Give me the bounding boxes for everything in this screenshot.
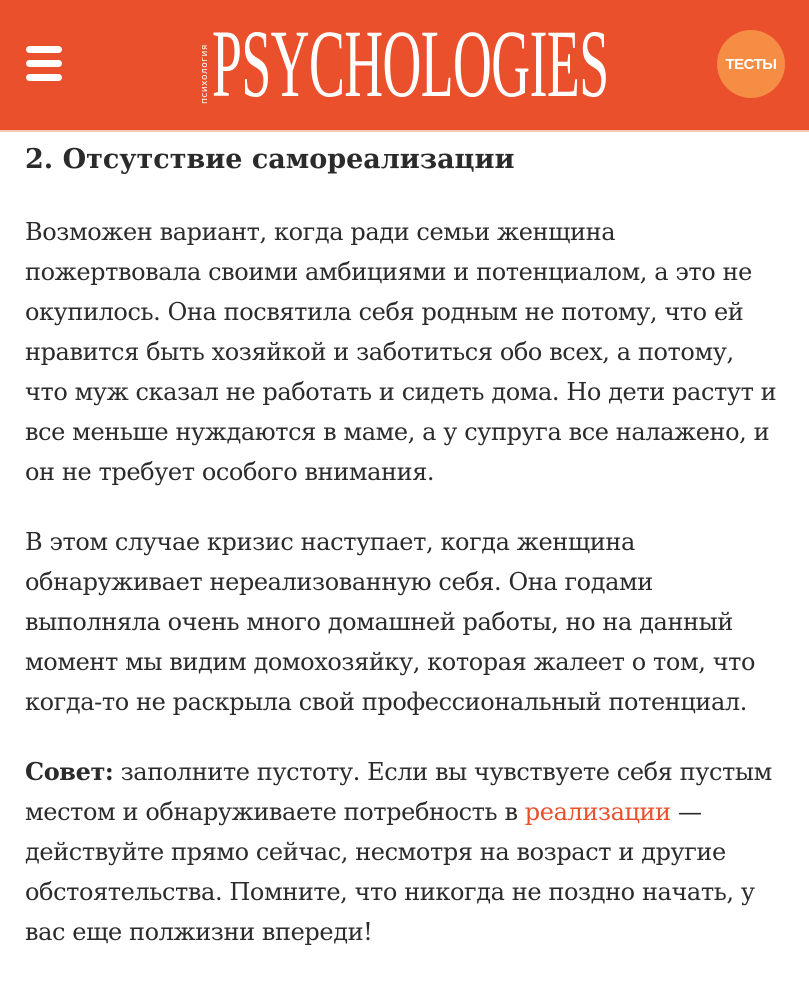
text-line: окупилось. Она посвятила себя родным не потому, что ей <box>25 298 744 326</box>
article-body <box>25 212 795 982</box>
paragraph-advice <box>25 752 795 952</box>
text-line: что муж сказал не работать и сидеть дома. Но дети растут и <box>25 378 777 406</box>
text-line: пожертвовала своими амбициями и потенциалом, а это не <box>25 258 752 286</box>
text-line: действуйте прямо сейчас, несмотря на возраст и другие <box>25 838 726 866</box>
logo-subtitle: психология <box>200 44 210 104</box>
text-line: все меньше нуждаются в маме, а у супруга все налажено, и <box>25 418 770 446</box>
text-line: В этом случае кризис наступает, когда женщина <box>25 528 635 556</box>
text-line: обстоятельства. Помните, что никогда не поздно начать, у <box>25 878 755 906</box>
text-line: обнаруживает нереализованную себя. Она годами <box>25 568 653 596</box>
text-line: нравится быть хозяйкой и заботиться обо всех, а потому, <box>25 338 734 366</box>
text-line: момент мы видим домохозяйку, которая жалеет о том, что <box>25 648 756 676</box>
advice-label: Совет: <box>25 757 114 786</box>
text-line: вас еще полжизни впереди! <box>25 918 373 946</box>
realization-link[interactable]: реализации <box>524 798 671 826</box>
paragraph-1 <box>25 212 795 492</box>
text-line: когда-то не раскрыла свой профессиональный потенциал. <box>25 688 747 716</box>
text-line: выполняла очень много домашней работы, но на данный <box>25 608 733 636</box>
text-line: он не требует особого внимания. <box>25 458 435 486</box>
text-fragment: заполните пустоту. Если вы чувствуете себя пустым <box>113 758 772 786</box>
text-fragment: местом и обнаруживаете потребность в <box>25 798 525 826</box>
paragraph-2 <box>25 522 795 722</box>
text-line <box>25 752 795 792</box>
section-heading: 2. Отсутствие самореализации <box>25 144 515 175</box>
text-line: Возможен вариант, когда ради семьи женщина <box>25 218 616 246</box>
text-line <box>25 792 795 832</box>
text-fragment: — <box>670 798 702 826</box>
tests-button[interactable]: ТЕСТЫ <box>717 30 785 98</box>
logo-text: PSYCHOLOGIES <box>212 10 609 117</box>
